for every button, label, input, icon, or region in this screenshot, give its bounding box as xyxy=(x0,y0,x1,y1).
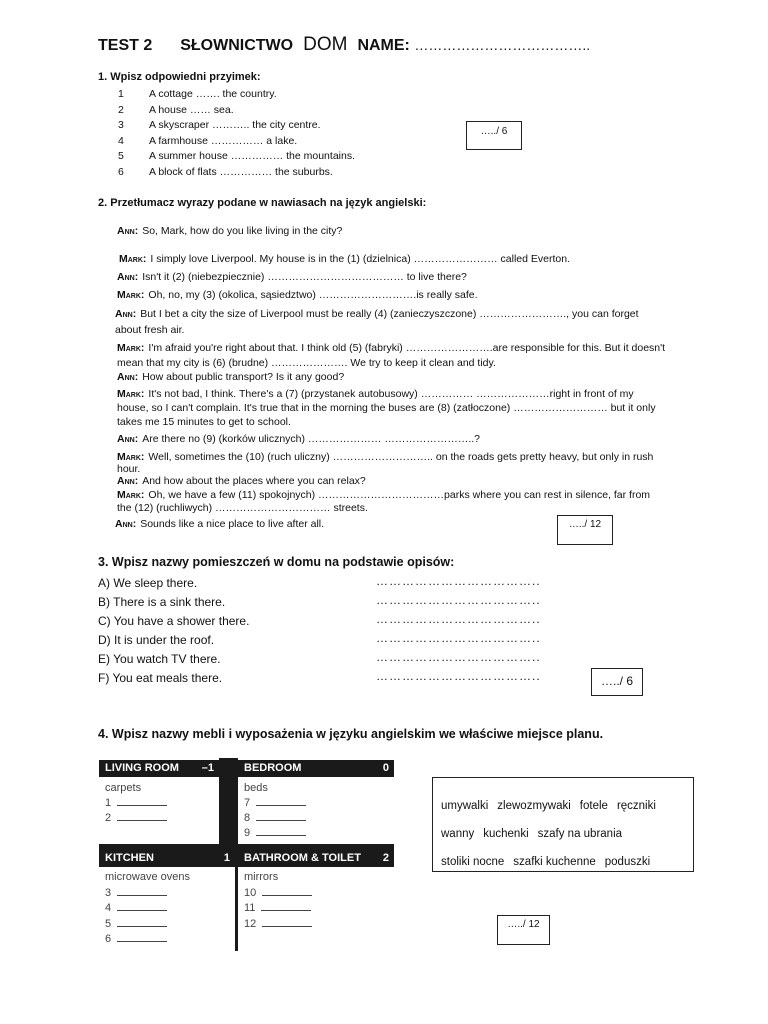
test-label: TEST 2 xyxy=(98,37,153,54)
worksheet-title xyxy=(98,34,590,56)
list-item: D) It is under the roof. ……………………………….. xyxy=(98,631,541,647)
dialogue-line: Mark: I simply love Liverpool. My house is in the (1) (dzielnica) …………………… called Everton. xyxy=(119,253,570,265)
word-bank-row xyxy=(441,792,693,820)
list-item: A) We sleep there. ……………………………….. xyxy=(98,574,541,590)
list-item: 6 A block of flats …………… the suburbs. xyxy=(118,165,333,178)
answer-slot[interactable]: 2 xyxy=(105,811,167,826)
dialogue-line: Mark: Oh, we have a few (11) spokojnych) ………………………………parks where you can rest in silence, far from the (12) (ruchliwych) …………………………… streets. xyxy=(117,489,651,514)
dialogue-line: Ann: And how about the places where you can relax? xyxy=(117,475,366,487)
dialogue-line: Ann: So, Mark, how do you like living in the city? xyxy=(117,225,343,237)
word-bank-row xyxy=(441,820,693,848)
section-1-list xyxy=(118,88,355,181)
word-bank-row xyxy=(441,848,693,876)
section-3-list xyxy=(98,574,548,688)
list-item: 3 A skyscraper ……….. the city centre. xyxy=(118,119,321,131)
list-item: 5 A summer house …………… the mountains. xyxy=(118,150,355,162)
list-item: 2 A house …… sea. xyxy=(118,103,234,116)
score-box-4[interactable]: …../ 12 xyxy=(497,915,550,945)
word-chip: szafy na ubrania xyxy=(537,828,623,840)
section-4-heading: 4. Wpisz nazwy mebli i wyposażenia w języku angielskim we właściwe miejsce planu. xyxy=(98,727,604,741)
answer-blank[interactable]: ……………………………….. xyxy=(376,612,541,626)
subject-label: SŁOWNICTWO xyxy=(180,37,294,54)
answer-slot[interactable]: 11 xyxy=(244,901,312,917)
score-box-1[interactable]: …../ 6 xyxy=(466,121,522,150)
dialogue-line: Ann: Isn't it (2) (niebezpiecznie) ………………………………… to live there? xyxy=(117,271,467,283)
room-bathroom xyxy=(238,850,394,951)
score-box-2[interactable]: …../ 12 xyxy=(557,515,613,545)
answer-blank[interactable]: ……………………………….. xyxy=(376,631,541,645)
example-word: beds xyxy=(244,782,268,794)
answer-slot[interactable]: 1 xyxy=(105,796,167,811)
dialogue-line: Ann: How about public transport? Is it any good? xyxy=(117,371,345,383)
answer-blank[interactable]: ……………………………….. xyxy=(376,593,541,607)
answer-slot[interactable]: 9 xyxy=(244,826,306,841)
score-box-3[interactable]: …../ 6 xyxy=(591,668,643,696)
answer-blank[interactable]: ……………………………….. xyxy=(376,650,541,664)
word-chip: szafki kuchenne xyxy=(513,856,596,868)
answer-slot[interactable]: 10 xyxy=(244,886,312,902)
dialogue-line: Ann: Are there no (9) (korków ulicznych) ………………… ……………………..? xyxy=(117,433,481,445)
word-chip: umywalki xyxy=(441,800,489,812)
list-item: 1 A cottage ……. the country. xyxy=(118,88,277,100)
section-3-heading: 3. Wpisz nazwy pomieszczeń w domu na podstawie opisów: xyxy=(98,555,455,569)
list-item: B) There is a sink there. ……………………………….. xyxy=(98,593,541,609)
room-title: BATHROOM & TOILET 2 xyxy=(238,850,394,867)
list-item: 4 A farmhouse …………… a lake. xyxy=(118,134,298,147)
answer-slot[interactable]: 6 xyxy=(105,932,190,948)
room-bedroom xyxy=(238,758,394,844)
room-title: BEDROOM 0 xyxy=(238,760,394,777)
word-chip: fotele xyxy=(579,800,608,812)
answer-slot[interactable]: 7 xyxy=(244,796,306,811)
topic-label: DOM xyxy=(303,34,348,55)
word-bank xyxy=(432,777,694,872)
list-item: F) You eat meals there. ……………………………….. xyxy=(98,669,541,685)
name-label: NAME: xyxy=(357,37,410,54)
dialogue-line: Mark: I'm afraid you're right about that. I think old (5) (fabryki) …………………….are responsible for this. But it doesn't mean that my city is (6) (brudne) …………………. We try to keep it clean and tidy. xyxy=(117,342,666,369)
room-title: KITCHEN 1 xyxy=(99,850,235,867)
example-word: microwave ovens xyxy=(105,871,190,883)
answer-blank[interactable]: ……………………………….. xyxy=(376,574,541,588)
answer-blank[interactable]: ……………………………….. xyxy=(376,669,541,683)
dialogue-line: Ann: But I bet a city the size of Liverpool must be really (4) (zanieczyszczone) ……………………., you can forget about fresh air. xyxy=(115,308,639,336)
list-item: C) You have a shower there. ……………………………….. xyxy=(98,612,541,628)
name-field[interactable]: ……………………………….. xyxy=(414,37,591,53)
floor-plan xyxy=(99,758,394,951)
answer-slot[interactable]: 5 xyxy=(105,917,190,933)
room-title: LIVING ROOM –1 xyxy=(99,760,219,777)
word-chip: kuchenki xyxy=(483,828,529,840)
dialogue-line: Mark: Well, sometimes the (10) (ruch uliczny) ……………………….. on the roads gets pretty heavy, but only in rush hour. xyxy=(117,451,654,475)
answer-slot[interactable]: 4 xyxy=(105,901,190,917)
section-2-heading: 2. Przetłumacz wyrazy podane w nawiasach na język angielski: xyxy=(98,197,427,209)
dialogue-line: Ann: Sounds like a nice place to live after all. xyxy=(115,518,325,530)
example-word: mirrors xyxy=(244,871,279,883)
answer-slot[interactable]: 12 xyxy=(244,917,312,933)
dialogue-line: Mark: It's not bad, I think. There's a (7) (przystanek autobusowy) …………… …………………right in front of my house, so I can't complain. It's true that in the morning the buses are (8) (zatłoczone) ……………………… but it only takes me 15 minutes to get to school. xyxy=(117,388,656,428)
word-chip: poduszki xyxy=(604,856,651,868)
answer-slot[interactable]: 3 xyxy=(105,886,190,902)
list-item: E) You watch TV there. ……………………………….. xyxy=(98,650,541,666)
word-chip: stoliki nocne xyxy=(441,856,505,868)
word-chip: ręczniki xyxy=(616,800,656,812)
example-word: carpets xyxy=(105,782,142,794)
word-chip: zlewozmywaki xyxy=(497,800,571,812)
answer-slot[interactable]: 8 xyxy=(244,811,306,826)
word-chip: wanny xyxy=(441,828,475,840)
room-kitchen xyxy=(99,850,235,951)
section-1-heading: 1. Wpisz odpowiedni przyimek: xyxy=(98,71,261,83)
room-living xyxy=(99,758,219,844)
dialogue-line: Mark: Oh, no, my (3) (okolica, sąsiedztwo) ……………………….is really safe. xyxy=(117,289,478,301)
